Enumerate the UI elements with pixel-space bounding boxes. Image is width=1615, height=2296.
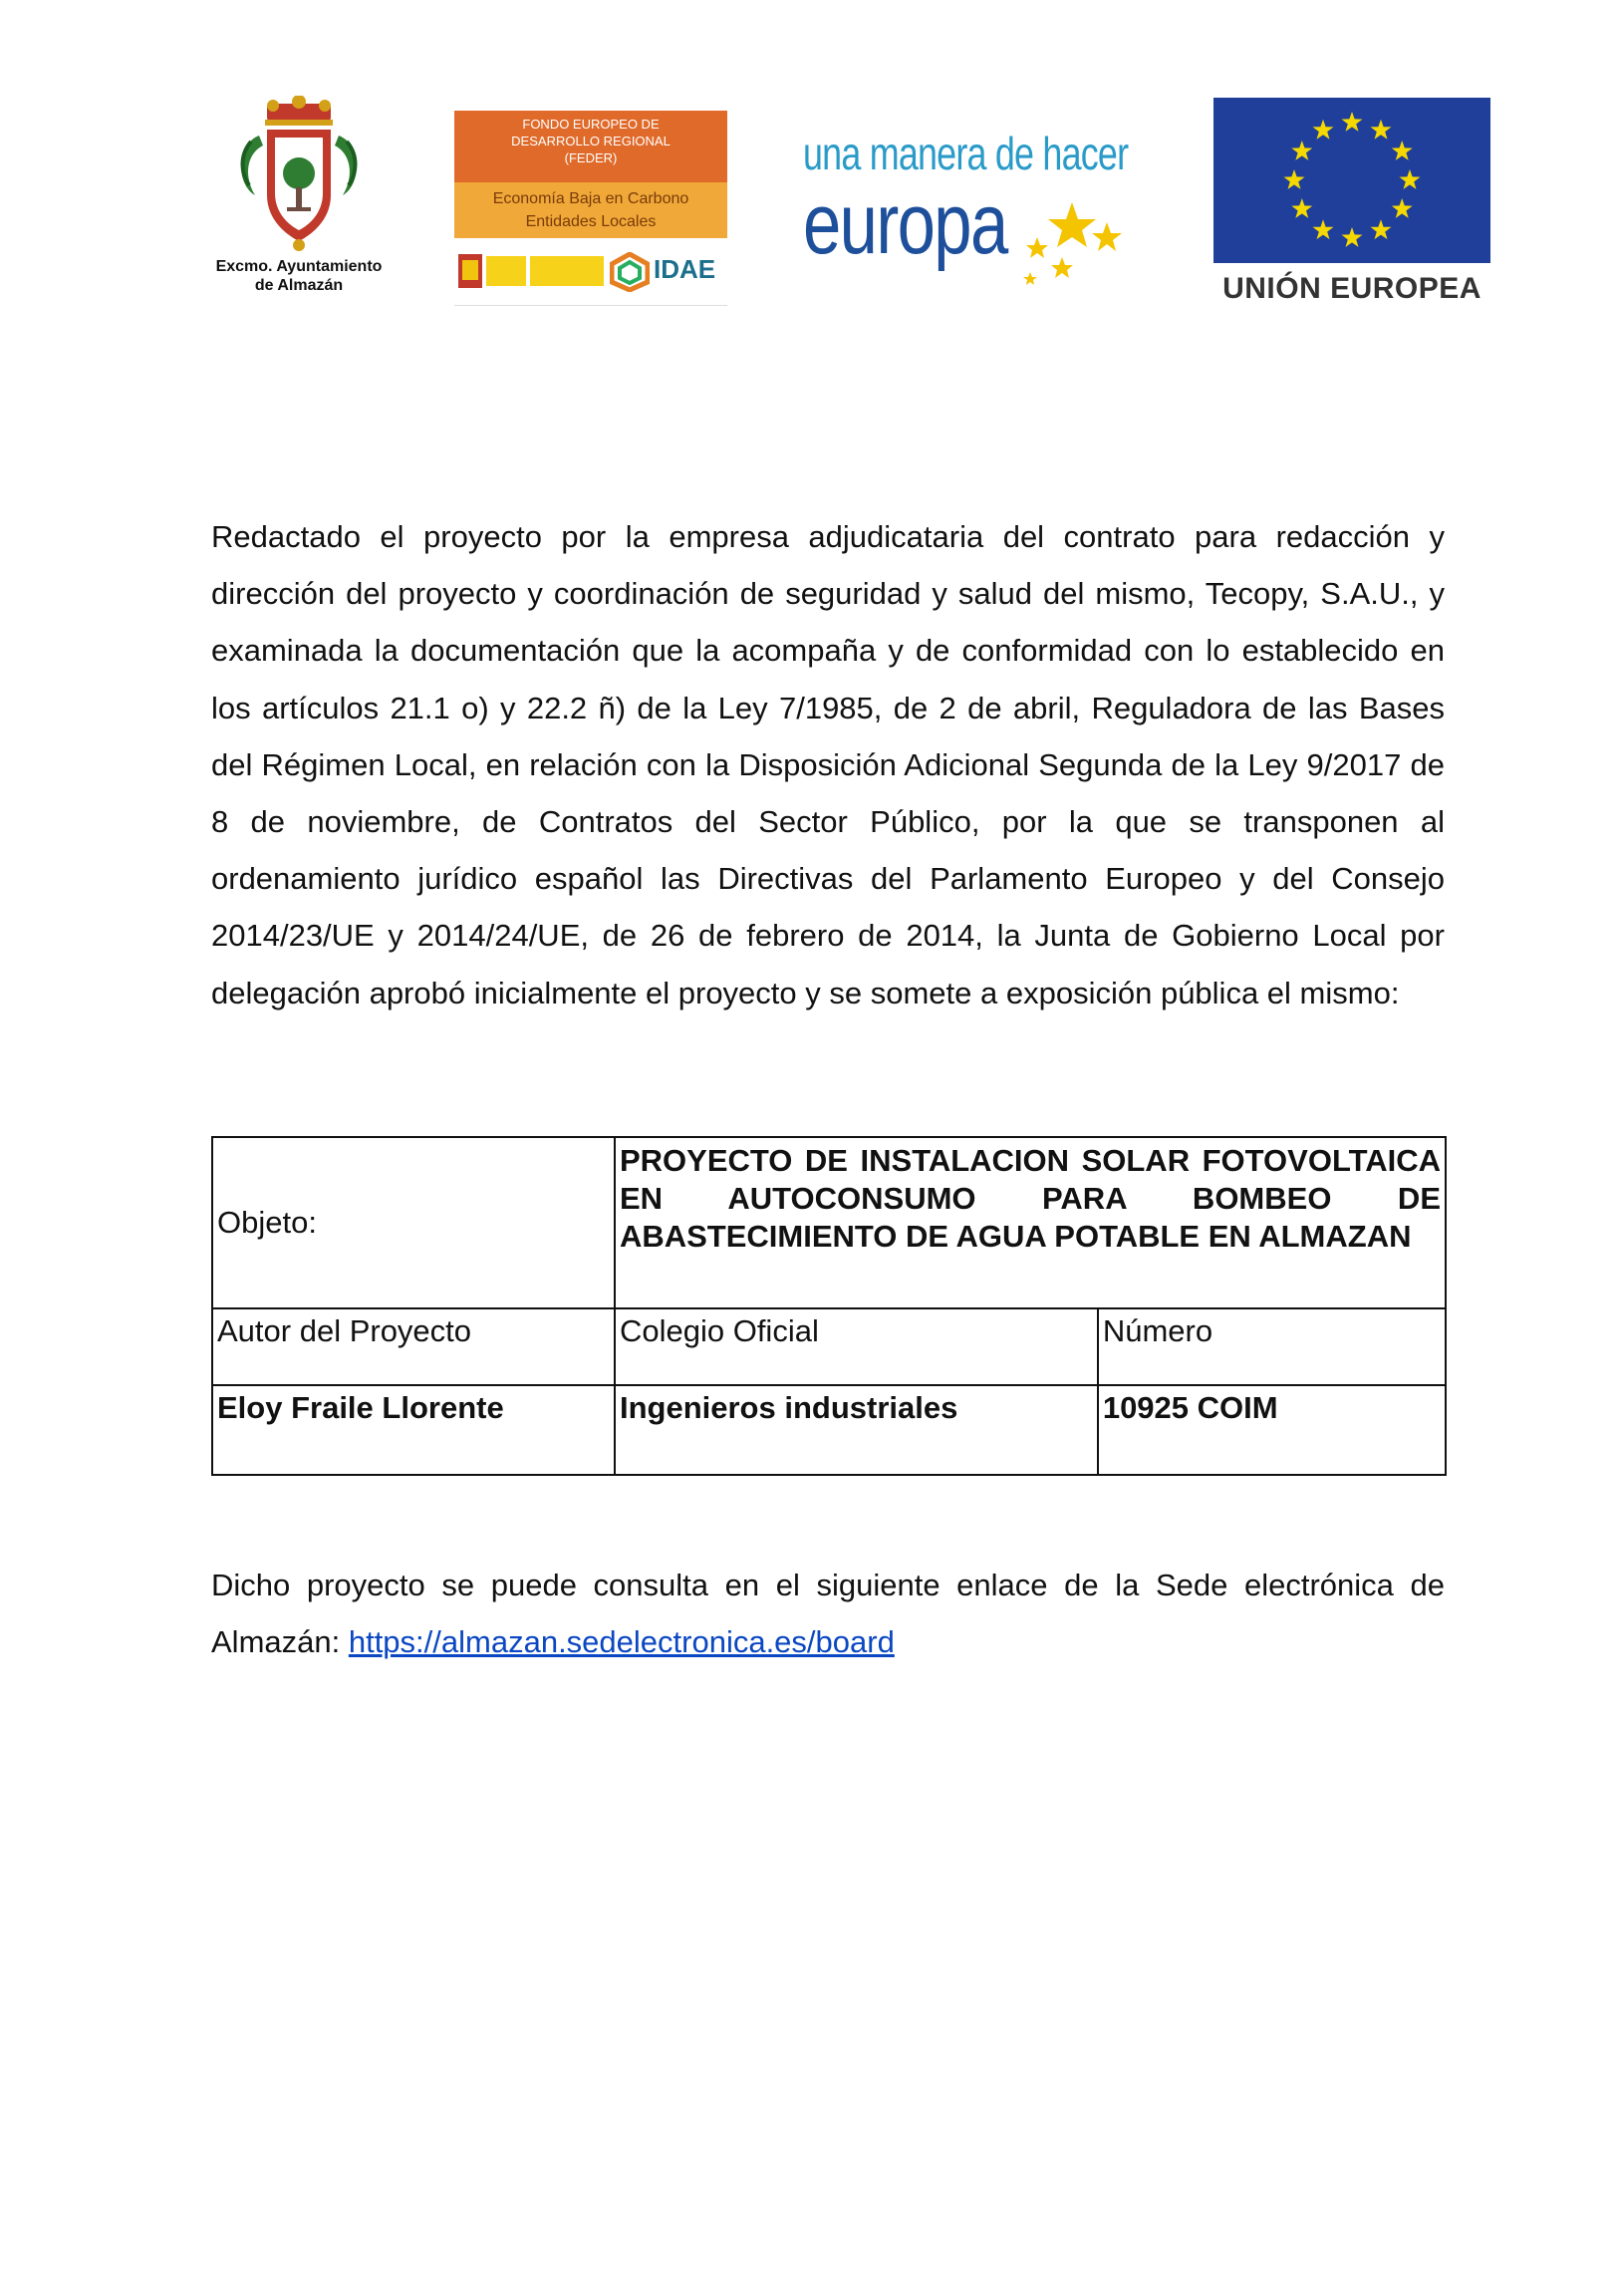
main-paragraph: Redactado el proyecto por la empresa adjudicataria del contrato para redacción y dirección del proyecto y coordinación de seguridad y salud del mismo, Tecopy, S.A.U., y examinada la documentación que la acompaña y de conformidad con lo establecido en los artículos 21.1 o) y 22.2 ñ) de la Ley 7/1985, de 2 de abril, Reguladora de las Bases del Régimen Local, en relación con la Disposición Adicional Segunda de la Ley 9/2017 de 8 de noviembre, de Contratos del Sector Público, por la que se transponen al ordenamiento jurídico español las Directivas del Parlamento Europeo y del Consejo 2014/23/UE y 2014/24/UE, de 26 de febrero de 2014, la Junta de Gobierno Local por delegación aprobó inicialmente el proyecto y se somete a exposición pública el mismo: (211, 519, 1445, 1010)
header-numero: Número (1098, 1308, 1446, 1385)
eu-star-icon (1313, 219, 1334, 239)
feder-banner (454, 111, 727, 182)
coat-of-arms-icon (229, 96, 369, 255)
ministry-mark (530, 256, 604, 286)
idae-label: IDAE (654, 254, 716, 284)
eu-logo (1213, 98, 1490, 309)
feder-program-line2: Entidades Locales (525, 213, 657, 230)
eu-star-icon (1313, 120, 1334, 140)
objeto-value: PROYECTO DE INSTALACION SOLAR FOTOVOLTAICA EN AUTOCONSUMO PARA BOMBEO DE ABASTECIMIENTO DE AGUA POTABLE EN ALMAZAN (615, 1137, 1446, 1308)
feder-line3: (FEDER) (564, 150, 618, 165)
eu-star-icon (1284, 169, 1305, 189)
eu-star-icon (1371, 219, 1392, 239)
feder-program-banner (454, 182, 727, 238)
feder-program-line1: Economía Baja en Carbono (492, 190, 689, 207)
consultation-text: Dicho proyecto se puede consulta en el siguiente enlace de la Sede electrónica de Almazán: (211, 1568, 1445, 1660)
eu-star-icon (1291, 141, 1312, 160)
feder-logo (454, 111, 727, 305)
eu-star-icon (1342, 112, 1363, 132)
value-colegio: Ingenieros industriales (615, 1385, 1098, 1475)
consultation-paragraph (211, 1557, 1445, 1670)
table-row (212, 1385, 1446, 1475)
eu-star-icon (1392, 141, 1413, 160)
value-numero: 10925 COIM (1098, 1385, 1446, 1475)
feder-line2: DESARROLLO REGIONAL (511, 134, 671, 148)
feder-line1: FONDO EUROPEO DE (522, 117, 660, 132)
eu-star-icon (1392, 198, 1413, 218)
sede-electronica-link[interactable]: https://almazan.sedelectronica.es/board (348, 1624, 895, 1660)
eu-star-icon (1291, 198, 1312, 218)
value-autor: Eloy Fraile Llorente (212, 1385, 615, 1475)
objeto-label: Objeto: (212, 1137, 615, 1308)
eu-flag (1213, 98, 1490, 263)
eu-star-icon (1371, 120, 1392, 140)
europa-slogan-line1: una manera de hacer (803, 128, 1129, 179)
eu-caption: UNIÓN EUROPEA (1222, 272, 1481, 305)
almazan-crest-logo (204, 96, 394, 310)
eu-stars-icon (1213, 98, 1490, 263)
feder-sponsors-strip (454, 238, 727, 306)
table-row (212, 1308, 1446, 1385)
gold-stars-icon (1012, 197, 1132, 297)
spain-shield-icon (458, 254, 482, 288)
eu-star-icon (1342, 227, 1363, 247)
idae-icon (610, 252, 650, 292)
crest-caption-line1: Excmo. Ayuntamiento (215, 258, 383, 275)
table-row (212, 1137, 1446, 1308)
eu-star-icon (1400, 169, 1421, 189)
crest-caption-line2: de Almazán (254, 277, 344, 294)
europa-slogan-line2: europa (803, 176, 1007, 272)
project-table (211, 1136, 1447, 1476)
government-of-spain-mark (486, 256, 526, 286)
header-colegio: Colegio Oficial (615, 1308, 1098, 1385)
header-autor: Autor del Proyecto (212, 1308, 615, 1385)
europa-slogan-logo (803, 128, 1142, 307)
